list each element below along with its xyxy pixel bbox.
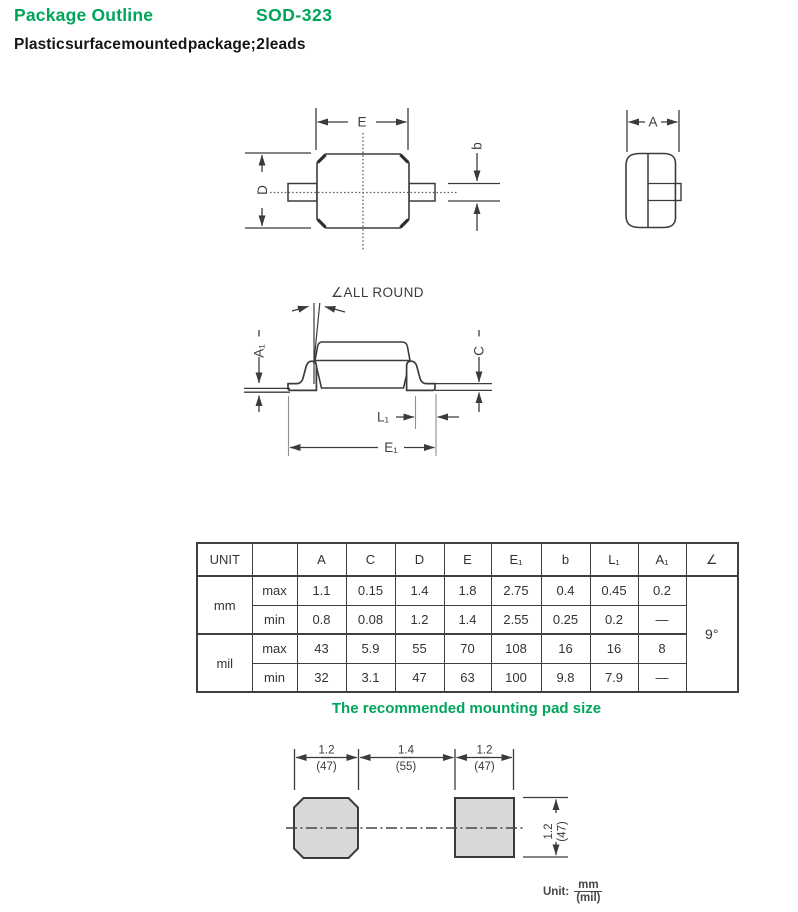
value-cell: 1.4: [395, 576, 444, 605]
limit-cell: max: [252, 576, 297, 605]
value-cell: 100: [491, 663, 541, 692]
value-cell: 8: [638, 634, 686, 663]
value-cell: 5.9: [346, 634, 395, 663]
end-view-body: [626, 154, 676, 228]
value-cell: 3.1: [346, 663, 395, 692]
col-angle: ∠: [686, 543, 738, 576]
pad-dim-height-mm: 1.2: [543, 823, 555, 840]
col-limit: [252, 543, 297, 576]
pad-dim-height-mil: (47): [556, 821, 569, 842]
all-round-note: ∠ALL ROUND: [331, 285, 424, 300]
table-row: [197, 663, 738, 692]
limit-cell: min: [252, 663, 297, 692]
side-view-right-lead: [407, 361, 435, 390]
value-cell: 1.8: [444, 576, 491, 605]
limit-cell: max: [252, 634, 297, 663]
package-subtitle: Plastic surface mounted package; 2 leads: [14, 36, 306, 53]
pad-dim-left-mm: 1.2: [318, 744, 335, 757]
value-cell: 1.1: [297, 576, 346, 605]
pad-section-heading: The recommended mounting pad size: [331, 700, 602, 717]
value-cell: 70: [444, 634, 491, 663]
pad-right: [455, 798, 514, 857]
table-header-row: [197, 543, 738, 576]
value-cell: 32: [297, 663, 346, 692]
value-cell: 2.75: [491, 576, 541, 605]
value-cell: 0.45: [590, 576, 638, 605]
col-A1: A₁: [638, 543, 686, 576]
value-cell: 16: [590, 634, 638, 663]
table-row: [197, 634, 738, 663]
value-cell: 0.2: [590, 605, 638, 634]
value-cell: 47: [395, 663, 444, 692]
pad-dim-gap-mm: 1.4: [398, 744, 414, 757]
value-cell: 7.9: [590, 663, 638, 692]
value-cell: 63: [444, 663, 491, 692]
table-row: [197, 576, 738, 605]
pad-dim-gap-mil: (55): [395, 761, 417, 773]
col-A: A: [297, 543, 346, 576]
dim-label-D: D: [255, 185, 270, 195]
value-cell: 0.4: [541, 576, 590, 605]
side-view-body: [315, 342, 410, 388]
unit-numerator: mm: [578, 879, 599, 891]
value-cell: 0.2: [638, 576, 686, 605]
pad-dim-right-mm: 1.2: [476, 744, 493, 757]
col-unit: UNIT: [197, 543, 252, 576]
value-cell: 16: [541, 634, 590, 663]
unit-denominator: (mil): [576, 892, 601, 905]
value-cell: 0.8: [297, 605, 346, 634]
pad-dim-right-mil: (47): [474, 761, 495, 773]
dim-label-E1: E₁: [384, 440, 398, 455]
dim-label-L1: L₁: [376, 409, 390, 425]
dim-label-C: C: [471, 346, 487, 356]
col-E: E: [444, 543, 491, 576]
end-view-lead-tab: [676, 184, 682, 201]
dim-label-A1: A₁: [251, 344, 267, 358]
col-L1: L₁: [590, 543, 638, 576]
page-title: Package Outline: [14, 5, 154, 25]
side-view-extension-lines: [289, 394, 437, 456]
col-b: b: [541, 543, 590, 576]
table-row: [197, 605, 738, 634]
side-view-left-lead: [288, 361, 316, 390]
col-E1: E₁: [491, 543, 541, 576]
value-cell: —: [638, 663, 686, 692]
dim-label-A: A: [648, 114, 658, 130]
unit-note-label: Unit:: [543, 885, 570, 898]
dimensions-table: [196, 542, 739, 693]
value-cell: 1.4: [444, 605, 491, 634]
value-cell: 2.55: [491, 605, 541, 634]
value-cell: 43: [297, 634, 346, 663]
value-cell: 0.25: [541, 605, 590, 634]
value-cell: 0.15: [346, 576, 395, 605]
col-D: D: [395, 543, 444, 576]
dim-label-E: E: [357, 114, 367, 130]
limit-cell: min: [252, 605, 297, 634]
value-cell: 0.08: [346, 605, 395, 634]
package-name: SOD-323: [256, 5, 333, 25]
pad-dim-left-mil: (47): [316, 761, 337, 773]
value-cell: 1.2: [395, 605, 444, 634]
unit-mm: mm: [197, 576, 252, 634]
top-view-body: [317, 154, 409, 228]
angle-value-cell: 9°: [686, 576, 738, 692]
col-C: C: [346, 543, 395, 576]
dim-label-b: b: [469, 142, 485, 150]
unit-note: [543, 879, 602, 904]
value-cell: —: [638, 605, 686, 634]
value-cell: 9.8: [541, 663, 590, 692]
value-cell: 55: [395, 634, 444, 663]
unit-fraction: [574, 879, 602, 904]
unit-mil: mil: [197, 634, 252, 692]
value-cell: 108: [491, 634, 541, 663]
